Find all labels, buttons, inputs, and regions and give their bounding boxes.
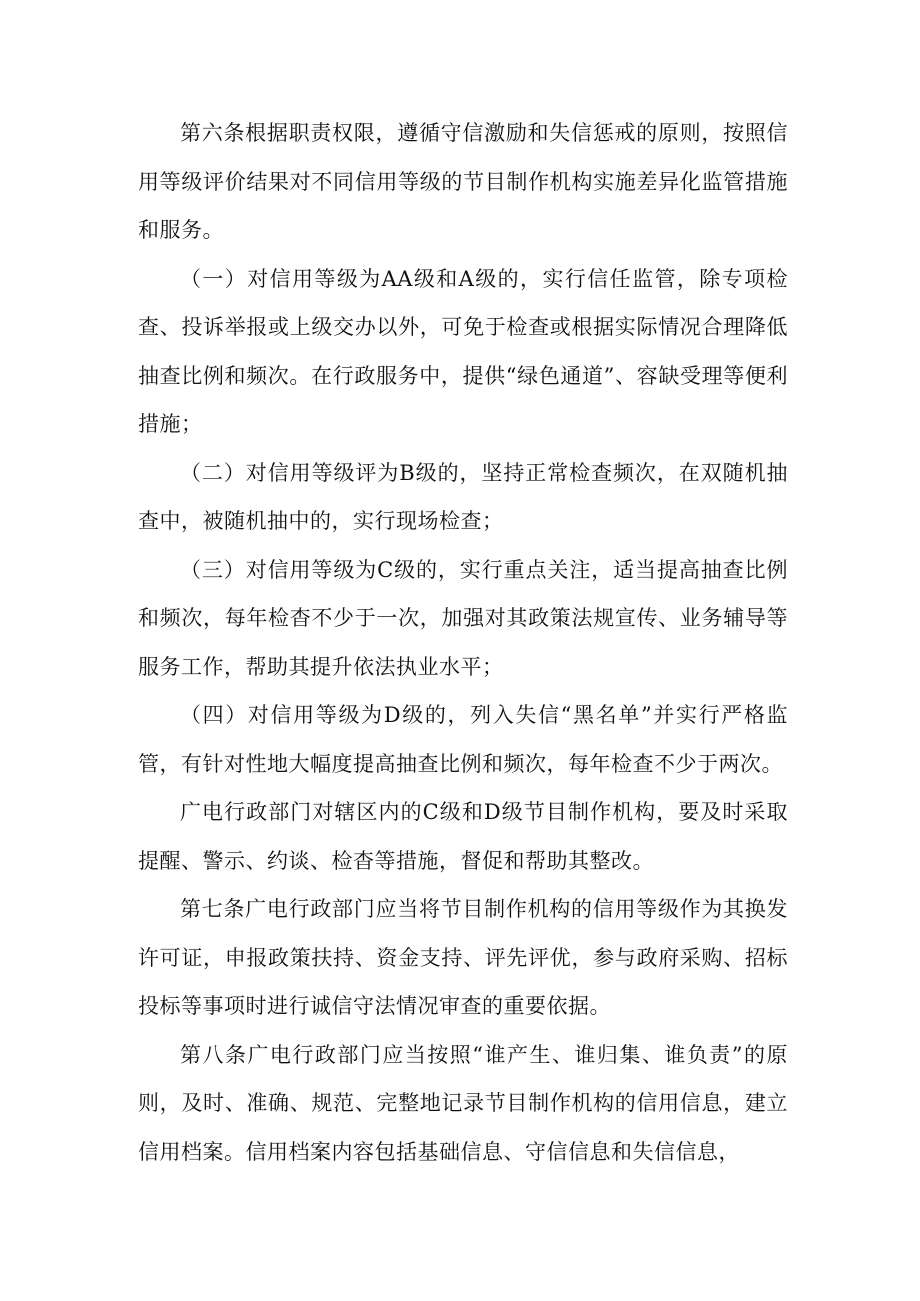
document-body [138,109,788,1176]
paragraph-item-1: （一）对信用等级为AA级和A级的，实行信任监管，除专项检查、投诉举报或上级交办以外，可免于检查或根据实际情况合理降低抽查比例和频次。在行政服务中，提供“绿色通道”、容缺受理等便利措施； [138,266,788,436]
paragraph-supervision-note: 广电行政部门对辖区内的C级和D级节目制作机构，要及时采取提醒、警示、约谈、检杳等措施，督促和帮助其整改。 [138,800,788,873]
paragraph-item-4: （四）对信用等级为D级的，列入失信“黑名单”并实行严格监管，有针对性地大幅度提高抽查比例和频次，每年检查不少于两次。 [138,703,788,776]
paragraph-article-6: 第六条根据职责权限，遵循守信激励和失信惩戒的原则，按照信用等级评价结果对不同信用等级的节目制作机构实施差异化监管措施和服务。 [138,121,788,242]
paragraph-article-7: 第七条广电行政部门应当将节目制作机构的信用等级作为其换发许可证，申报政策扶持、资金支持、评先评优，参与政府采购、招标投标等事项时进行诚信守法情况审查的重要依据。 [138,897,788,1018]
paragraph-article-8: 第八条广电行政部门应当按照“谁产生、谁归集、谁负责”的原则，及时、准确、规范、完整地记录节目制作机构的信用信息，建立信用档案。信用档案内容包括基础信息、守信信息和失信信息， [138,1042,788,1164]
paragraph-item-3: （三）对信用等级为C级的，实行重点关注，适当提高抽查比例和频次，每年检杳不少于一次，加强对其政策法规宣传、业务辅导等服务工作，帮助其提升依法执业水平； [138,557,788,679]
paragraph-item-2: （二）对信用等级评为B级的，坚持正常检查频次，在双随机抽查中，被随机抽中的，实行现场检查； [138,460,788,533]
